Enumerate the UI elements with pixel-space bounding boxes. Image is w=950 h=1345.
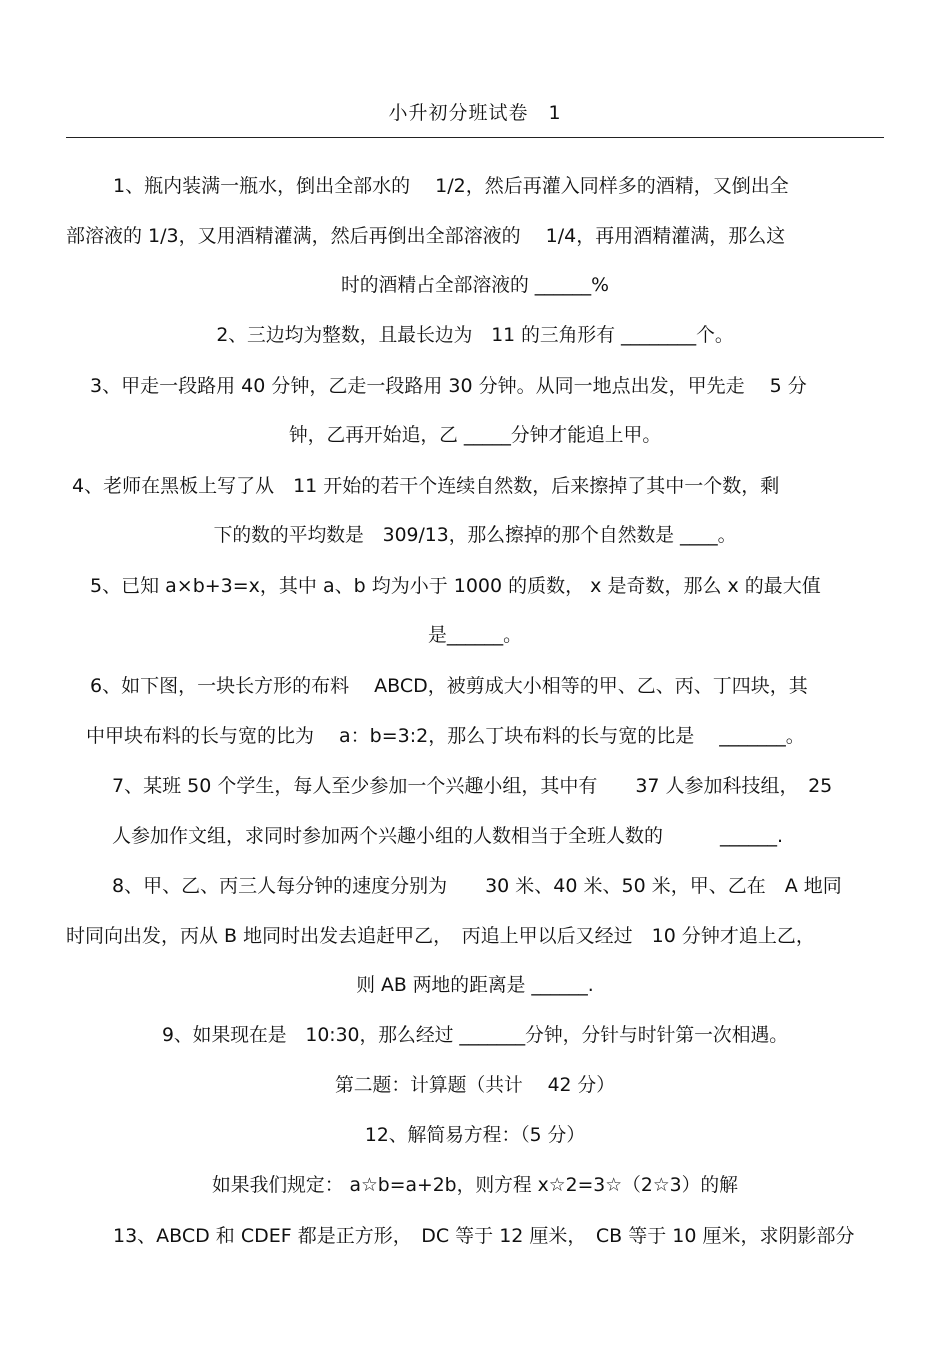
q8-line-3: 则 AB 两地的距离是 ______. — [356, 975, 594, 996]
q13-line-1: 13、ABCD 和 CDEF 都是正方形， DC 等于 12 厘米， CB 等于 10 厘米，求阴影部分 — [113, 1225, 855, 1247]
q12-line-1: 如果我们规定： a☆b=a+2b，则方程 x☆2=3☆（2☆3）的解 — [212, 1175, 738, 1196]
q1-line-1: 1、瓶内装满一瓶水，倒出全部水的 1/2，然后再灌入同样多的酒精，又倒出全 — [113, 175, 789, 197]
q9-line-1: 9、如果现在是 10:30，那么经过 _______分钟，分针与时针第一次相遇。 — [161, 1025, 789, 1046]
q7-line-2: 人参加作文组，求同时参加两个兴趣小组的人数相当于全班人数的 ______. — [112, 825, 784, 847]
q6-line-2: 中甲块布料的长与宽的比为 a：b=3:2，那么丁块布料的长与宽的比是 _______。 — [86, 725, 805, 747]
q1-line-3: 时的酒精占全部溶液的 ______% — [341, 275, 609, 296]
q8-line-2: 时同向出发，丙从 B 地同时出发去追赶甲乙， 丙追上甲以后又经过 10 分钟才追上乙， — [66, 925, 815, 947]
q3-line-1: 3、甲走一段路用 40 分钟，乙走一段路用 30 分钟。从同一地点出发，甲先走 5 分 — [90, 375, 807, 397]
q2-line-1: 2、三边均为整数，且最长边为 11 的三角形有 ________个。 — [216, 325, 734, 346]
q5-line-1: 5、已知 a×b+3=x，其中 a、b 均为小于 1000 的质数， x 是奇数，那么 x 的最大值 — [90, 575, 821, 597]
title-underline — [66, 137, 884, 138]
q1-line-2: 部溶液的 1/3，又用酒精灌满，然后再倒出全部溶液的 1/4，再用酒精灌满，那么这 — [66, 225, 786, 247]
page-title: 小升初分班试卷 1 — [388, 102, 562, 124]
q3-line-2: 钟，乙再开始追，乙 _____分钟才能追上甲。 — [288, 425, 662, 446]
q5-line-2: 是______。 — [428, 625, 522, 646]
q4-line-2: 下的数的平均数是 309/13，那么擦掉的那个自然数是 ____。 — [213, 525, 737, 546]
q8-line-1: 8、甲、乙、丙三人每分钟的速度分别为 30 米、40 米、50 米，甲、乙在 A 地同 — [112, 875, 842, 897]
section-2-heading: 第二题：计算题（共计 42 分） — [335, 1075, 615, 1096]
q12-heading: 12、解简易方程：（5 分） — [364, 1125, 586, 1146]
q4-line-1: 4、老师在黑板上写了从 11 开始的若干个连续自然数，后来擦掉了其中一个数，剩 — [72, 475, 780, 497]
q6-line-1: 6、如下图，一块长方形的布料 ABCD，被剪成大小相等的甲、乙、丙、丁四块，其 — [90, 675, 808, 697]
q7-line-1: 7、某班 50 个学生，每人至少参加一个兴趣小组，其中有 37 人参加科技组， 25 — [112, 775, 833, 797]
